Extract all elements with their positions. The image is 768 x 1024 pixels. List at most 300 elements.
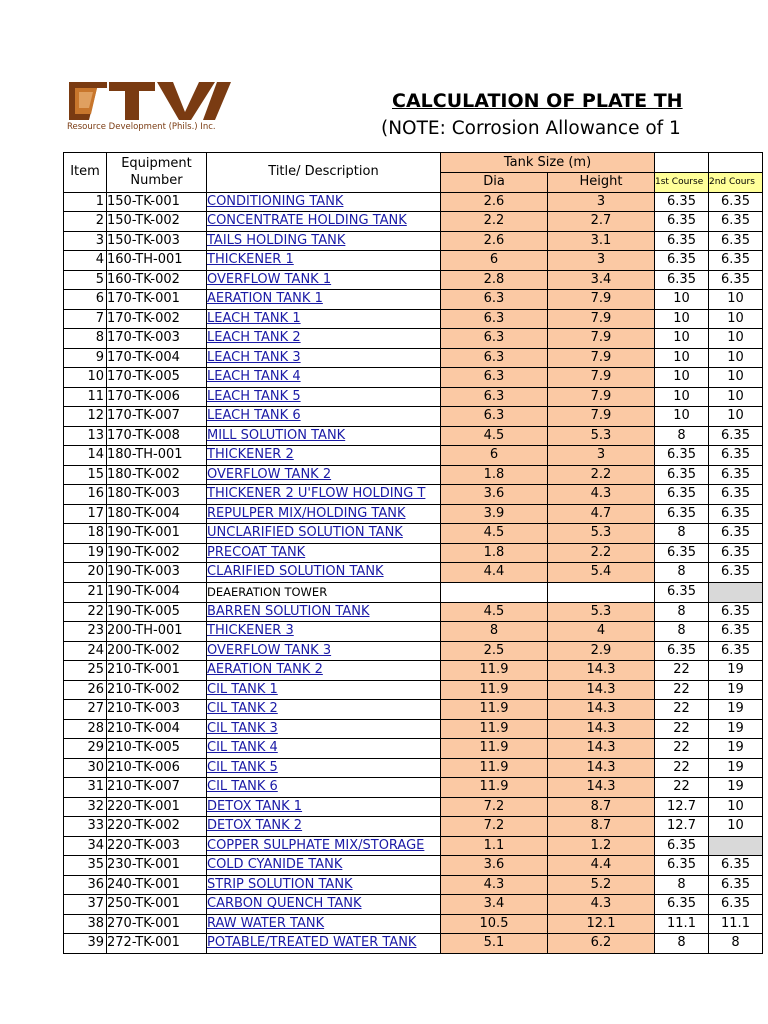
item-cell: 2 <box>64 212 107 232</box>
table-row <box>64 582 763 602</box>
height-cell: 14.3 <box>548 719 655 739</box>
title-link[interactable]: OVERFLOW TANK 1 <box>207 271 332 287</box>
title-cell[interactable] <box>207 426 441 446</box>
second-course-cell: 19 <box>709 700 763 720</box>
title-cell[interactable] <box>207 895 441 915</box>
dia-cell: 7.2 <box>441 817 548 837</box>
company-subtitle: Resource Development (Phils.) Inc. <box>67 122 216 132</box>
dia-cell: 2.6 <box>441 192 548 212</box>
height-cell: 14.3 <box>548 739 655 759</box>
height-cell: 5.3 <box>548 426 655 446</box>
second-course-cell: 6.35 <box>709 641 763 661</box>
equipment-number-cell: 190-TK-001 <box>107 524 207 544</box>
item-cell: 39 <box>64 934 107 954</box>
title-cell[interactable] <box>207 563 441 583</box>
dia-cell: 6.3 <box>441 407 548 427</box>
height-cell: 14.3 <box>548 680 655 700</box>
title-link[interactable]: THICKENER 2 U'FLOW HOLDING T <box>207 486 426 502</box>
title-text: DEAERATION TOWER <box>207 584 328 599</box>
second-course-cell: 6.35 <box>709 465 763 485</box>
first-course-cell: 22 <box>655 778 709 798</box>
title-cell[interactable] <box>207 739 441 759</box>
height-cell: 4.3 <box>548 895 655 915</box>
equipment-number-cell: 190-TK-003 <box>107 563 207 583</box>
first-course-cell: 8 <box>655 934 709 954</box>
first-course-cell: 6.35 <box>655 485 709 505</box>
table-row <box>64 368 763 388</box>
header-blank <box>655 153 709 173</box>
title-link[interactable]: CONCENTRATE HOLDING TANK <box>207 213 407 229</box>
equipment-number-cell: 170-TK-003 <box>107 329 207 349</box>
title-link[interactable]: POTABLE/TREATED WATER TANK <box>207 935 417 951</box>
dia-cell: 3.6 <box>441 856 548 876</box>
dia-cell: 3.4 <box>441 895 548 915</box>
height-cell: 3 <box>548 192 655 212</box>
title-link[interactable]: CIL TANK 4 <box>207 740 278 756</box>
first-course-cell: 6.35 <box>655 446 709 466</box>
first-course-cell: 10 <box>655 290 709 310</box>
dia-cell: 7.2 <box>441 797 548 817</box>
height-cell: 2.2 <box>548 465 655 485</box>
equipment-number-cell: 180-TK-003 <box>107 485 207 505</box>
equipment-number-cell: 150-TK-001 <box>107 192 207 212</box>
title-link[interactable]: DETOX TANK 1 <box>207 798 303 814</box>
item-cell: 34 <box>64 836 107 856</box>
title-link[interactable]: LEACH TANK 1 <box>207 310 301 326</box>
title-cell[interactable] <box>207 543 441 563</box>
title-link[interactable]: COLD CYANIDE TANK <box>207 857 343 873</box>
corrosion-note: (NOTE: Corrosion Allowance of 1 <box>381 118 681 139</box>
title-link[interactable]: COPPER SULPHATE MIX/STORAGE <box>207 837 425 853</box>
height-cell: 5.3 <box>548 602 655 622</box>
dia-cell: 2.2 <box>441 212 548 232</box>
title-link[interactable]: LEACH TANK 4 <box>207 369 301 385</box>
table-row <box>64 739 763 759</box>
dia-cell: 6.3 <box>441 387 548 407</box>
title-link[interactable]: CIL TANK 3 <box>207 720 278 736</box>
header-height: Height <box>548 173 655 193</box>
dia-cell: 1.1 <box>441 836 548 856</box>
plate-thickness-table <box>63 152 763 954</box>
title-cell[interactable] <box>207 934 441 954</box>
second-course-cell: 6.35 <box>709 251 763 271</box>
item-cell: 22 <box>64 602 107 622</box>
title-cell[interactable] <box>207 251 441 271</box>
title-cell[interactable] <box>207 348 441 368</box>
title-cell[interactable] <box>207 817 441 837</box>
first-course-cell: 10 <box>655 329 709 349</box>
equipment-number-cell: 210-TK-007 <box>107 778 207 798</box>
item-cell: 15 <box>64 465 107 485</box>
equipment-number-cell: 170-TK-001 <box>107 290 207 310</box>
header-item: Item <box>64 153 107 193</box>
table-row <box>64 719 763 739</box>
item-cell: 7 <box>64 309 107 329</box>
title-cell[interactable] <box>207 856 441 876</box>
item-cell: 21 <box>64 582 107 602</box>
item-cell: 3 <box>64 231 107 251</box>
first-course-cell: 22 <box>655 700 709 720</box>
table-row <box>64 407 763 427</box>
title-cell <box>207 582 441 602</box>
title-cell[interactable] <box>207 914 441 934</box>
table-row <box>64 700 763 720</box>
dia-cell: 1.8 <box>441 465 548 485</box>
item-cell: 11 <box>64 387 107 407</box>
height-cell <box>548 582 655 602</box>
item-cell: 18 <box>64 524 107 544</box>
height-cell: 14.3 <box>548 778 655 798</box>
height-cell: 7.9 <box>548 368 655 388</box>
item-cell: 8 <box>64 329 107 349</box>
height-cell: 3 <box>548 446 655 466</box>
title-cell[interactable] <box>207 387 441 407</box>
first-course-cell: 8 <box>655 563 709 583</box>
dia-cell: 2.6 <box>441 231 548 251</box>
second-course-cell: 10 <box>709 407 763 427</box>
dia-cell: 11.9 <box>441 758 548 778</box>
height-cell: 6.2 <box>548 934 655 954</box>
title-link[interactable]: LEACH TANK 5 <box>207 388 301 404</box>
item-cell: 32 <box>64 797 107 817</box>
equipment-number-cell: 220-TK-003 <box>107 836 207 856</box>
title-link[interactable]: AERATION TANK 2 <box>207 662 323 678</box>
header-blank-2 <box>709 153 763 173</box>
second-course-cell: 6.35 <box>709 504 763 524</box>
second-course-cell: 10 <box>709 309 763 329</box>
title-cell[interactable] <box>207 407 441 427</box>
table-row <box>64 797 763 817</box>
dia-cell: 6.3 <box>441 309 548 329</box>
item-cell: 31 <box>64 778 107 798</box>
dia-cell: 6.3 <box>441 329 548 349</box>
first-course-cell: 11.1 <box>655 914 709 934</box>
title-cell[interactable] <box>207 465 441 485</box>
table-row <box>64 485 763 505</box>
second-course-cell: 6.35 <box>709 856 763 876</box>
equipment-number-cell: 200-TK-002 <box>107 641 207 661</box>
item-cell: 35 <box>64 856 107 876</box>
height-cell: 1.2 <box>548 836 655 856</box>
item-cell: 23 <box>64 622 107 642</box>
title-cell[interactable] <box>207 231 441 251</box>
height-cell: 3.1 <box>548 231 655 251</box>
title-link[interactable]: CONDITIONING TANK <box>207 193 344 209</box>
height-cell: 5.4 <box>548 563 655 583</box>
page-title: CALCULATION OF PLATE TH <box>392 90 683 112</box>
equipment-number-cell: 190-TK-005 <box>107 602 207 622</box>
title-cell[interactable] <box>207 212 441 232</box>
equipment-number-cell: 150-TK-002 <box>107 212 207 232</box>
table-row <box>64 622 763 642</box>
title-link[interactable]: LEACH TANK 6 <box>207 408 301 424</box>
equipment-number-cell: 170-TK-005 <box>107 368 207 388</box>
title-link[interactable]: THICKENER 3 <box>207 623 294 639</box>
first-course-cell: 22 <box>655 661 709 681</box>
second-course-cell: 6.35 <box>709 622 763 642</box>
table-row <box>64 251 763 271</box>
dia-cell: 1.8 <box>441 543 548 563</box>
second-course-cell: 19 <box>709 739 763 759</box>
second-course-cell: 6.35 <box>709 875 763 895</box>
table-row <box>64 192 763 212</box>
title-link[interactable]: MILL SOLUTION TANK <box>207 427 346 443</box>
table-row <box>64 212 763 232</box>
second-course-cell: 10 <box>709 817 763 837</box>
title-cell[interactable] <box>207 446 441 466</box>
table-row <box>64 914 763 934</box>
equipment-number-cell: 210-TK-004 <box>107 719 207 739</box>
title-link[interactable]: TAILS HOLDING TANK <box>207 232 346 248</box>
first-course-cell: 6.35 <box>655 465 709 485</box>
title-link[interactable]: CIL TANK 2 <box>207 701 278 717</box>
height-cell: 7.9 <box>548 290 655 310</box>
equipment-number-cell: 250-TK-001 <box>107 895 207 915</box>
title-link[interactable]: BARREN SOLUTION TANK <box>207 603 370 619</box>
item-cell: 16 <box>64 485 107 505</box>
title-cell[interactable] <box>207 719 441 739</box>
table-row <box>64 524 763 544</box>
dia-cell: 6.3 <box>441 368 548 388</box>
title-cell[interactable] <box>207 875 441 895</box>
second-course-cell <box>709 836 763 856</box>
equipment-number-cell: 220-TK-001 <box>107 797 207 817</box>
table-row <box>64 387 763 407</box>
equipment-number-cell: 190-TK-004 <box>107 582 207 602</box>
title-link[interactable]: PRECOAT TANK <box>207 544 306 560</box>
title-cell[interactable] <box>207 641 441 661</box>
dia-cell <box>441 582 548 602</box>
equipment-number-cell: 170-TK-008 <box>107 426 207 446</box>
second-course-cell: 10 <box>709 387 763 407</box>
header-1st-course: 1st Course <box>655 173 709 193</box>
title-link[interactable]: CIL TANK 1 <box>207 681 278 697</box>
second-course-cell: 11.1 <box>709 914 763 934</box>
item-cell: 36 <box>64 875 107 895</box>
equipment-number-cell: 272-TK-001 <box>107 934 207 954</box>
height-cell: 2.9 <box>548 641 655 661</box>
dia-cell: 11.9 <box>441 661 548 681</box>
height-cell: 14.3 <box>548 700 655 720</box>
first-course-cell: 22 <box>655 758 709 778</box>
height-cell: 7.9 <box>548 407 655 427</box>
title-link[interactable]: CIL TANK 5 <box>207 759 278 775</box>
first-course-cell: 6.35 <box>655 641 709 661</box>
title-cell[interactable] <box>207 524 441 544</box>
item-cell: 29 <box>64 739 107 759</box>
first-course-cell: 10 <box>655 387 709 407</box>
equipment-number-cell: 210-TK-006 <box>107 758 207 778</box>
equipment-number-cell: 210-TK-005 <box>107 739 207 759</box>
second-course-cell: 6.35 <box>709 212 763 232</box>
table-row <box>64 309 763 329</box>
item-cell: 33 <box>64 817 107 837</box>
equipment-number-cell: 270-TK-001 <box>107 914 207 934</box>
table-row <box>64 563 763 583</box>
title-link[interactable]: UNCLARIFIED SOLUTION TANK <box>207 525 403 541</box>
table-row <box>64 504 763 524</box>
second-course-cell: 6.35 <box>709 602 763 622</box>
height-cell: 3.4 <box>548 270 655 290</box>
first-course-cell: 6.35 <box>655 836 709 856</box>
first-course-cell: 6.35 <box>655 270 709 290</box>
equipment-number-cell: 180-TK-004 <box>107 504 207 524</box>
item-cell: 5 <box>64 270 107 290</box>
title-link[interactable]: REPULPER MIX/HOLDING TANK <box>207 505 406 521</box>
table-row <box>64 290 763 310</box>
title-link[interactable]: CLARIFIED SOLUTION TANK <box>207 564 384 580</box>
equipment-number-cell: 160-TK-002 <box>107 270 207 290</box>
title-cell[interactable] <box>207 622 441 642</box>
second-course-cell: 6.35 <box>709 543 763 563</box>
item-cell: 26 <box>64 680 107 700</box>
title-link[interactable]: THICKENER 1 <box>207 252 294 268</box>
title-cell[interactable] <box>207 797 441 817</box>
first-course-cell: 10 <box>655 368 709 388</box>
height-cell: 8.7 <box>548 797 655 817</box>
equipment-number-cell: 150-TK-003 <box>107 231 207 251</box>
table-row <box>64 543 763 563</box>
dia-cell: 11.9 <box>441 778 548 798</box>
first-course-cell: 8 <box>655 426 709 446</box>
title-cell[interactable] <box>207 290 441 310</box>
table-row <box>64 465 763 485</box>
height-cell: 5.3 <box>548 524 655 544</box>
table-row <box>64 778 763 798</box>
first-course-cell: 8 <box>655 875 709 895</box>
height-cell: 2.7 <box>548 212 655 232</box>
height-cell: 12.1 <box>548 914 655 934</box>
title-cell[interactable] <box>207 836 441 856</box>
item-cell: 9 <box>64 348 107 368</box>
title-cell[interactable] <box>207 368 441 388</box>
height-cell: 4.7 <box>548 504 655 524</box>
height-cell: 7.9 <box>548 387 655 407</box>
title-cell[interactable] <box>207 329 441 349</box>
equipment-number-cell: 210-TK-003 <box>107 700 207 720</box>
first-course-cell: 6.35 <box>655 543 709 563</box>
second-course-cell: 6.35 <box>709 485 763 505</box>
title-cell[interactable] <box>207 504 441 524</box>
equipment-number-cell: 240-TK-001 <box>107 875 207 895</box>
first-course-cell: 22 <box>655 680 709 700</box>
table-row <box>64 875 763 895</box>
first-course-cell: 8 <box>655 524 709 544</box>
tvi-logo-icon <box>67 80 232 124</box>
title-link[interactable]: THICKENER 2 <box>207 447 294 463</box>
dia-cell: 3.9 <box>441 504 548 524</box>
dia-cell: 2.8 <box>441 270 548 290</box>
dia-cell: 4.5 <box>441 602 548 622</box>
dia-cell: 4.3 <box>441 875 548 895</box>
title-cell[interactable] <box>207 602 441 622</box>
title-cell[interactable] <box>207 192 441 212</box>
height-cell: 7.9 <box>548 309 655 329</box>
title-link[interactable]: LEACH TANK 2 <box>207 330 301 346</box>
title-link[interactable]: STRIP SOLUTION TANK <box>207 876 353 892</box>
height-cell: 4.3 <box>548 485 655 505</box>
item-cell: 20 <box>64 563 107 583</box>
second-course-cell: 10 <box>709 329 763 349</box>
equipment-number-cell: 170-TK-006 <box>107 387 207 407</box>
title-link[interactable]: RAW WATER TANK <box>207 915 325 931</box>
dia-cell: 11.9 <box>441 700 548 720</box>
equipment-number-cell: 210-TK-001 <box>107 661 207 681</box>
item-cell: 37 <box>64 895 107 915</box>
table-row <box>64 817 763 837</box>
item-cell: 1 <box>64 192 107 212</box>
first-course-cell: 22 <box>655 739 709 759</box>
table-row <box>64 934 763 954</box>
title-link[interactable]: AERATION TANK 1 <box>207 291 323 307</box>
height-cell: 7.9 <box>548 348 655 368</box>
second-course-cell: 19 <box>709 680 763 700</box>
item-cell: 30 <box>64 758 107 778</box>
header-title-description: Title/ Description <box>207 153 441 193</box>
height-cell: 5.2 <box>548 875 655 895</box>
title-cell[interactable] <box>207 485 441 505</box>
second-course-cell <box>709 582 763 602</box>
second-course-cell: 10 <box>709 290 763 310</box>
height-cell: 8.7 <box>548 817 655 837</box>
title-link[interactable]: CARBON QUENCH TANK <box>207 896 362 912</box>
equipment-number-cell: 210-TK-002 <box>107 680 207 700</box>
item-cell: 27 <box>64 700 107 720</box>
table-row <box>64 446 763 466</box>
title-link[interactable]: CIL TANK 6 <box>207 779 278 795</box>
spreadsheet <box>63 152 755 951</box>
title-link[interactable]: OVERFLOW TANK 3 <box>207 642 332 658</box>
title-cell[interactable] <box>207 661 441 681</box>
title-cell[interactable] <box>207 680 441 700</box>
second-course-cell: 10 <box>709 797 763 817</box>
second-course-cell: 6.35 <box>709 192 763 212</box>
item-cell: 6 <box>64 290 107 310</box>
dia-cell: 6 <box>441 251 548 271</box>
second-course-cell: 6.35 <box>709 426 763 446</box>
item-cell: 12 <box>64 407 107 427</box>
table-row <box>64 856 763 876</box>
title-cell[interactable] <box>207 758 441 778</box>
table-row <box>64 270 763 290</box>
second-course-cell: 6.35 <box>709 270 763 290</box>
second-course-cell: 19 <box>709 661 763 681</box>
second-course-cell: 8 <box>709 934 763 954</box>
equipment-number-cell: 170-TK-004 <box>107 348 207 368</box>
title-link[interactable]: DETOX TANK 2 <box>207 818 303 834</box>
second-course-cell: 19 <box>709 758 763 778</box>
title-cell[interactable] <box>207 778 441 798</box>
header-2nd-course: 2nd Cours <box>709 173 763 193</box>
title-link[interactable]: LEACH TANK 3 <box>207 349 301 365</box>
title-cell[interactable] <box>207 270 441 290</box>
second-course-cell: 6.35 <box>709 895 763 915</box>
table-row <box>64 426 763 446</box>
first-course-cell: 6.35 <box>655 212 709 232</box>
height-cell: 4.4 <box>548 856 655 876</box>
title-link[interactable]: OVERFLOW TANK 2 <box>207 466 332 482</box>
second-course-cell: 19 <box>709 778 763 798</box>
equipment-number-cell: 170-TK-007 <box>107 407 207 427</box>
dia-cell: 4.4 <box>441 563 548 583</box>
dia-cell: 6.3 <box>441 348 548 368</box>
dia-cell: 6 <box>441 446 548 466</box>
title-cell[interactable] <box>207 309 441 329</box>
table-row <box>64 836 763 856</box>
title-cell[interactable] <box>207 700 441 720</box>
item-cell: 25 <box>64 661 107 681</box>
first-course-cell: 8 <box>655 622 709 642</box>
